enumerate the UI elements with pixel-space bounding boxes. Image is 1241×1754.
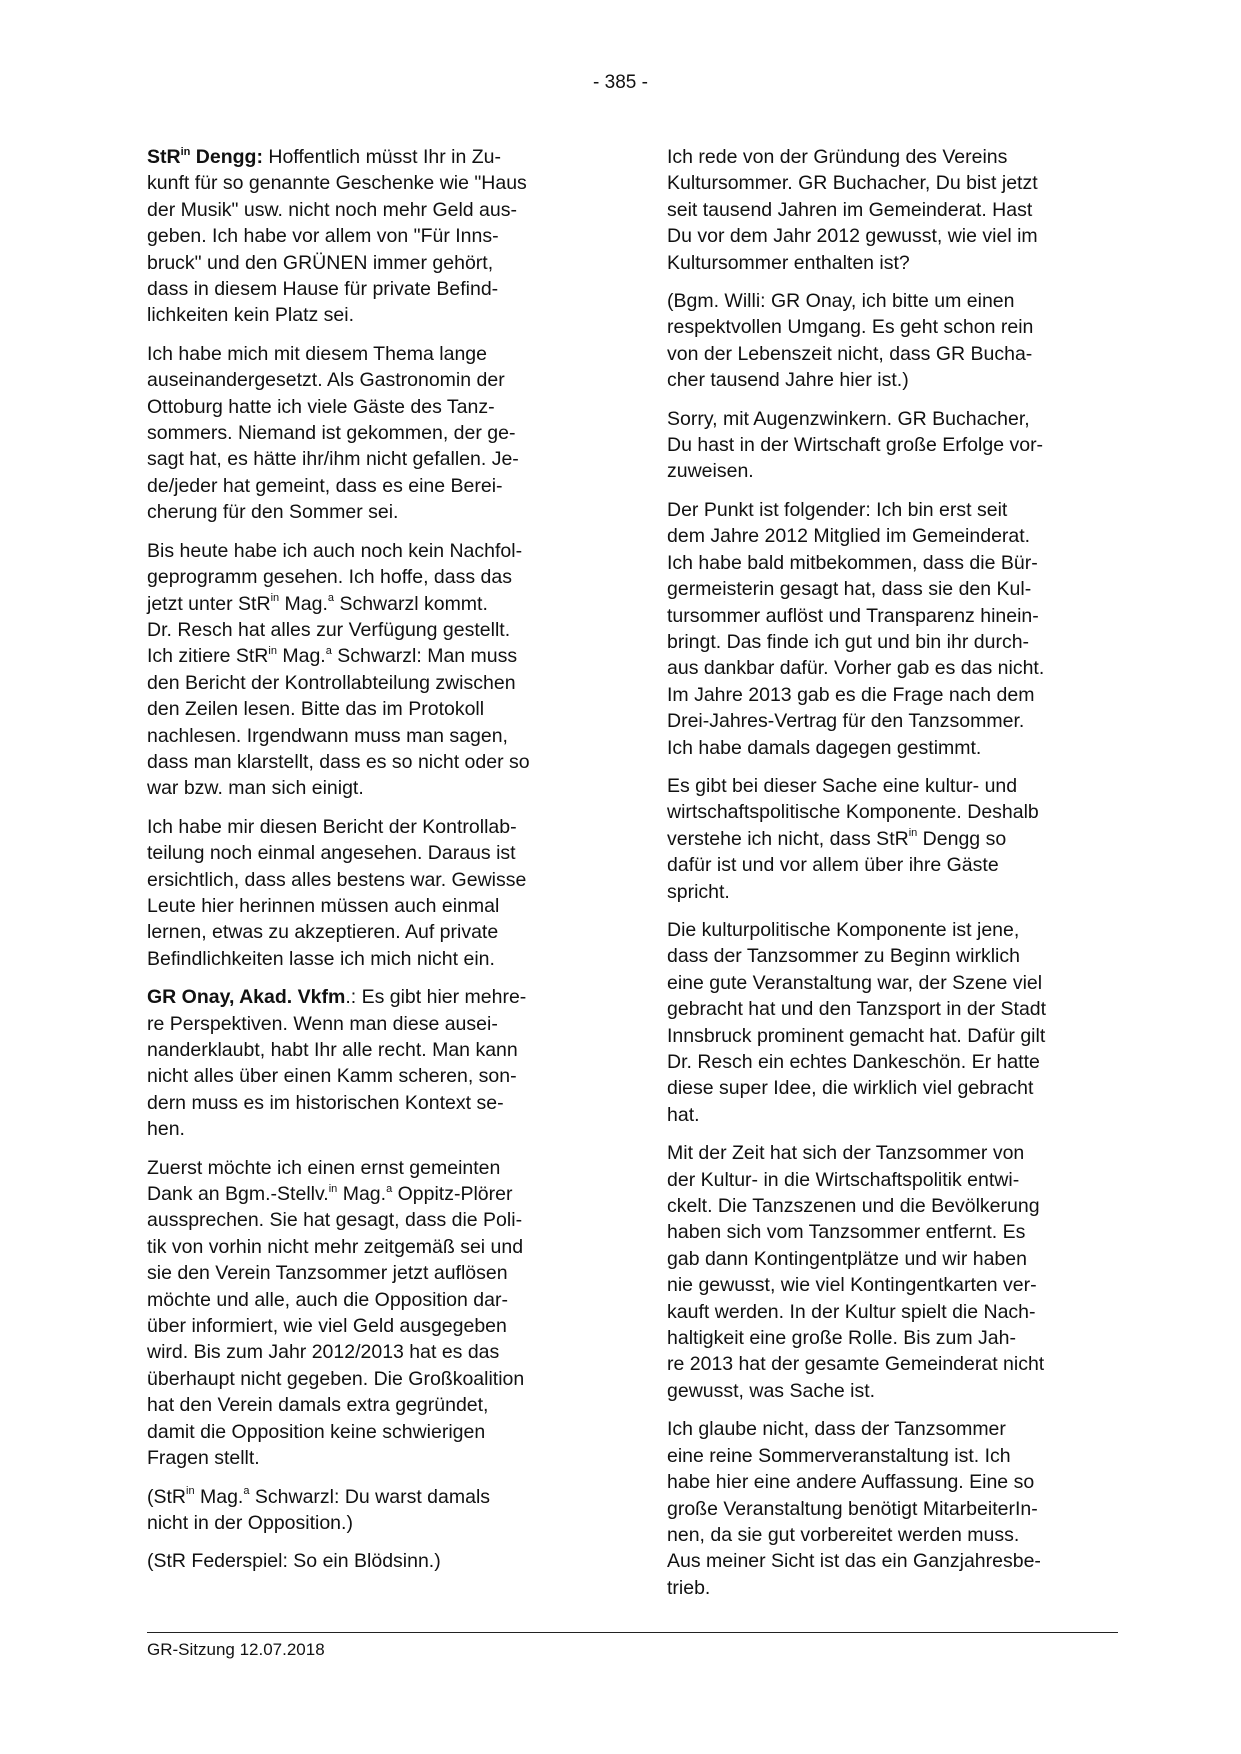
footer-session-date: GR-Sitzung 12.07.2018	[147, 1640, 325, 1659]
speaker-onay: GR Onay, Akad. Vkfm	[147, 986, 346, 1009]
paragraph-dengg-3: Bis heute habe ich auch noch kein Nachfol- geprogramm gesehen. Ich hoffe, dass das jetzt unter StR$^{in}$ Mag.$^a$ Schwarzl kommt. Dr. Resch hat alles zur Verfügung gestellt. Ich zitiere StR$^{in}$ Mag.$^a$ Schwarzl: Man muss den Bericht der Kontrollabteilung zwischen den Zeilen lesen. Bitte das im Protokoll nachlesen. Irgendwann muss man sagen, dass man klarstellt, dass es so nicht oder so war bzw. man sich einigt.	[147, 539, 530, 800]
footer-divider	[147, 1632, 1118, 1633]
paragraph-onay-3: Ich rede von der Gründung des Vereins Kultursommer. GR Buchacher, Du bist jetzt seit tausend Jahren im Gemeinderat. Hast Du vor dem Jahr 2012 gewusst, wie viel im Kultursommer enthalten ist?	[667, 146, 1038, 274]
paragraph-onay-2: Zuerst möchte ich einen ernst gemeinten Dank an Bgm.-Stellv.$^{in}$ Mag.$^a$ Oppitz-Plörer aussprechen. Sie hat gesagt, dass die Poli- tik von vorhin nicht mehr zeitgemäß sei und sie den Verein Tanzsommer jetzt auflösen möchte und alle, auch die Opposition dar- über informiert, wie viel Geld ausgegeben wird. Bis zum Jahr 2012/2013 hat es das überhaupt nicht gegeben. Die Großkoalition hat den Verein damals extra gegründet, damit die Opposition keine schwierigen Fragen stellt.	[147, 1156, 525, 1470]
paragraph-dengg-1: StR$^{in}$ Dengg: Hoffentlich müsst Ihr in Zu- kunft für so genannte Geschenke wie "Haus der Musik" usw. nicht noch mehr Geld aus- geben. Ich habe vor allem von "Für Inns- bruck" und den GRÜNEN immer gehört, dass in diesem Hause für private Befind- lichkeiten kein Platz sei.	[147, 145, 527, 327]
right-column	[667, 144, 1119, 1613]
interjection-federspiel: (StR Federspiel: So ein Blödsinn.)	[147, 1550, 441, 1573]
left-column	[147, 144, 599, 1587]
paragraph-onay-6: Es gibt bei dieser Sache eine kultur- und wirtschaftspolitische Komponente. Deshalb verstehe ich nicht, dass StR$^{in}$ Dengg so dafür ist und vor allem über ihre Gäste spricht.	[667, 774, 1039, 903]
paragraph-onay-8: Mit der Zeit hat sich der Tanzsommer von der Kultur- in die Wirtschaftspolitik entwi- ckelt. Die Tanzszenen und die Bevölkerung haben sich vom Tanzsommer entfernt. Es gab dann Kontingentplätze und wir haben nie gewusst, wie viel Kontingentkarten ver- kauft werden. In der Kultur spielt die Nach- haltigkeit eine große Rolle. Bis zum Jah- re 2013 hat der gesamte Gemeinderat nicht gewusst, was Sache ist.	[667, 1142, 1045, 1402]
paragraph-onay-1: GR Onay, Akad. Vkfm.: Es gibt hier mehre- re Perspektiven. Wenn man diese ausei- nanderklaubt, habt Ihr alle recht. Man kann nicht alles über einen Kamm scheren, son- dern muss es im historischen Kontext se- hen.	[147, 986, 527, 1141]
interjection-willi: (Bgm. Willi: GR Onay, ich bitte um einen respektvollen Umgang. Es geht schon rein von der Lebenszeit nicht, dass GR Bucha- cher tausend Jahre hier ist.)	[667, 290, 1034, 392]
paragraph-onay-7: Die kulturpolitische Komponente ist jene, dass der Tanzsommer zu Beginn wirklich eine gute Veranstaltung war, der Szene viel gebracht hat und den Tanzsport in der Stadt Innsbruck prominent gemacht hat. Dafür gilt Dr. Resch ein echtes Dankeschön. Er hatte diese super Idee, die wirklich viel gebracht hat.	[667, 918, 1047, 1126]
paragraph-onay-4: Sorry, mit Augenzwinkern. GR Buchacher, Du hast in der Wirtschaft große Erfolge vor- zuweisen.	[667, 407, 1044, 483]
speaker-dengg: StR$^{in}$ Dengg:	[147, 145, 263, 168]
paragraph-onay-9: Ich glaube nicht, dass der Tanzsommer eine reine Sommerveranstaltung ist. Ich habe hier eine andere Auffassung. Eine so große Veranstaltung benötigt MitarbeiterIn- nen, da sie gut vorbereitet werden muss. Aus meiner Sicht ist das ein Ganzjahresbe- trieb.	[667, 1418, 1041, 1599]
interjection-schwarzl: (StR$^{in}$ Mag.$^a$ Schwarzl: Du warst damals nicht in der Opposition.)	[147, 1485, 491, 1534]
paragraph-dengg-4: Ich habe mir diesen Bericht der Kontrollab- teilung noch einmal angesehen. Daraus ist ersichtlich, dass alles bestens war. Gewisse Leute hier herinnen müssen auch einmal lernen, etwas zu akzeptieren. Auf private Befindlichkeiten lasse ich mich nicht ein.	[147, 815, 527, 970]
paragraph-dengg-2: Ich habe mich mit diesem Thema lange auseinandergesetzt. Als Gastronomin der Ottoburg hatte ich viele Gäste des Tanz- sommers. Niemand ist gekommen, der ge- sagt hat, es hätte ihr/ihm nicht gefallen. Je- de/jeder hat gemeint, dass es eine Berei- cherung für den Sommer sei.	[147, 342, 519, 524]
paragraph-onay-5: Der Punkt ist folgender: Ich bin erst seit dem Jahre 2012 Mitglied im Gemeinderat. Ich habe bald mitbekommen, dass die Bür- germeisterin gesagt hat, dass sie den Kul- tursommer auflöst und Transparenz hinein- bringt. Das finde ich gut und bin ihr durch- aus dankbar dafür. Vorher gab es das nicht. Im Jahre 2013 gab es die Frage nach dem Drei-Jahres-Vertrag für den Tanzsommer. Ich habe damals dagegen gestimmt.	[667, 498, 1045, 759]
page-number: - 385 -	[593, 72, 648, 93]
